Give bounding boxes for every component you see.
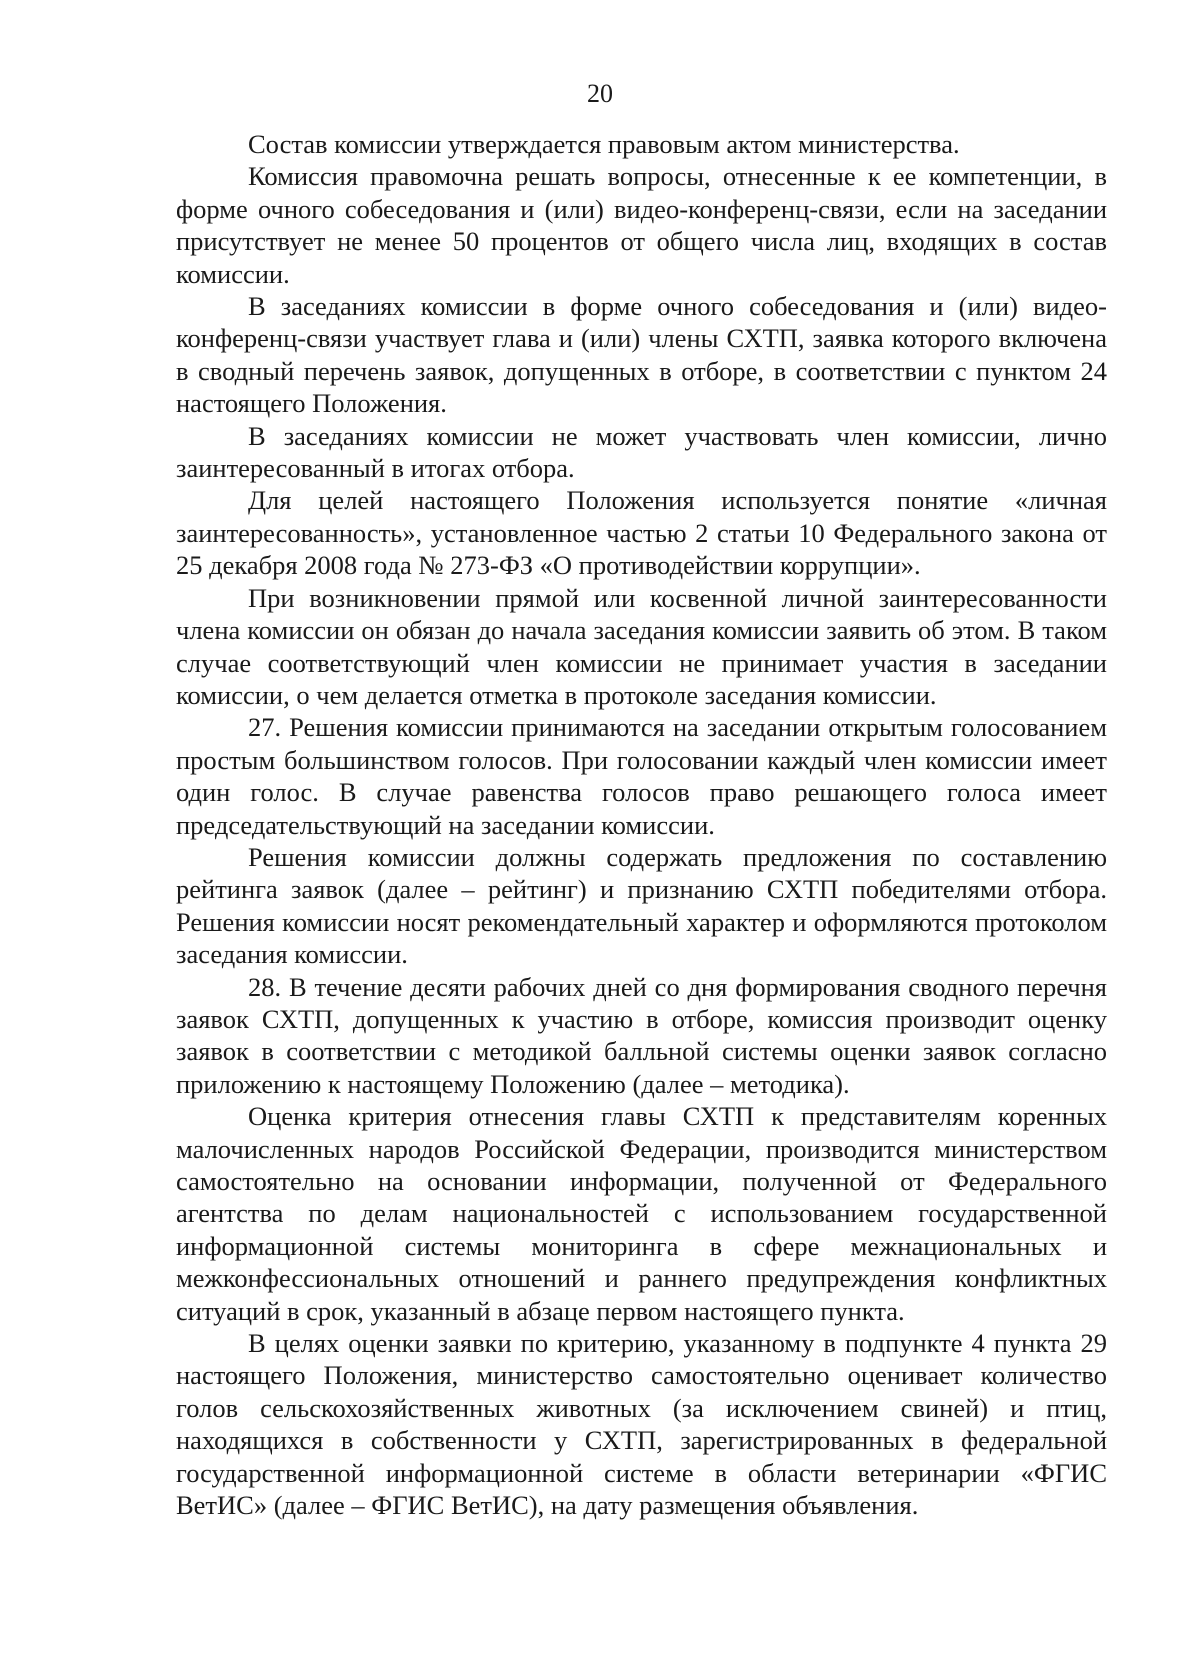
paragraph-interested-member: В заседаниях комиссии не может участвовать член комиссии, лично заинтересованный в итогах отбора. (176, 420, 1107, 484)
paragraph-indigenous-criterion: Оценка критерия отнесения главы СХТП к представителям коренных малочисленных народов Российской Федерации, производится министерством самостоятельно на основании информации, полученной от Федерального агентства по делам национальностей с использованием государственной информационной системы мониторинга в сфере межнациональных и межконфессиональных отношений и раннего предупреждения конфликтных ситуаций в срок, указанный в абзаце первом настоящего пункта. (176, 1101, 1107, 1326)
paragraph-commission-composition: Состав комиссии утверждается правовым актом министерства. (248, 129, 960, 159)
paragraph-personal-interest-definition: Для целей настоящего Положения используется понятие «личная заинтересованность», установленное частью 2 статьи 10 Федерального закона от 25 декабря 2008 года № 273-ФЗ «О противодействии коррупции». (176, 485, 1107, 581)
paragraph-livestock-count: В целях оценки заявки по критерию, указанному в подпункте 4 пункта 29 настоящего Положения, министерство самостоятельно оценивает количество голов сельскохозяйственных животных (за исключением свиней) и птиц, находящихся в собственности у СХТП, зарегистрированных в федеральной государственной информационной системе в области ветеринарии «ФГИС ВетИС» (далее – ФГИС ВетИС), на дату размещения объявления. (176, 1328, 1107, 1521)
paragraph-item-27-voting: 27. Решения комиссии принимаются на заседании открытым голосованием простым большинством голосов. При голосовании каждый член комиссии имеет один голос. В случае равенства голосов право решающего голоса имеет председательствующий на заседании комиссии. (176, 712, 1107, 840)
paragraph-decisions-content: Решения комиссии должны содержать предложения по составлению рейтинга заявок (далее – рейтинг) и признанию СХТП победителями отбора. Решения комиссии носят рекомендательный характер и оформляются протоколом заседания комиссии. (176, 841, 1107, 970)
paragraph-meeting-participants: В заседаниях комиссии в форме очного собеседования и (или) видео-конференц-связи участвует глава и (или) члены СХТП, заявка которого включена в сводный перечень заявок, допущенных в отборе, в соответствии с пунктом 24 настоящего Положения. (176, 291, 1107, 419)
document-body (176, 128, 1107, 1521)
page-number: 20 (587, 79, 613, 108)
paragraph-conflict-disclosure: При возникновении прямой или косвенной личной заинтересованности члена комиссии он обязан до начала заседания комиссии заявить об этом. В таком случае соответствующий член комиссии не принимает участия в заседании комиссии, о чем делается отметка в протоколе заседания комиссии. (176, 582, 1107, 710)
paragraph-commission-quorum: Комиссия правомочна решать вопросы, отнесенные к ее компетенции, в форме очного собеседования и (или) видео-конференц-связи, если на заседании присутствует не менее 50 процентов от общего числа лиц, входящих в состав комиссии. (176, 161, 1107, 289)
paragraph-item-28-evaluation: 28. В течение десяти рабочих дней со дня формирования сводного перечня заявок СХТП, допущенных к участию в отборе, комиссия производит оценку заявок в соответствии с методикой балльной системы оценки заявок согласно приложению к настоящему Положению (далее – методика). (176, 971, 1107, 1099)
